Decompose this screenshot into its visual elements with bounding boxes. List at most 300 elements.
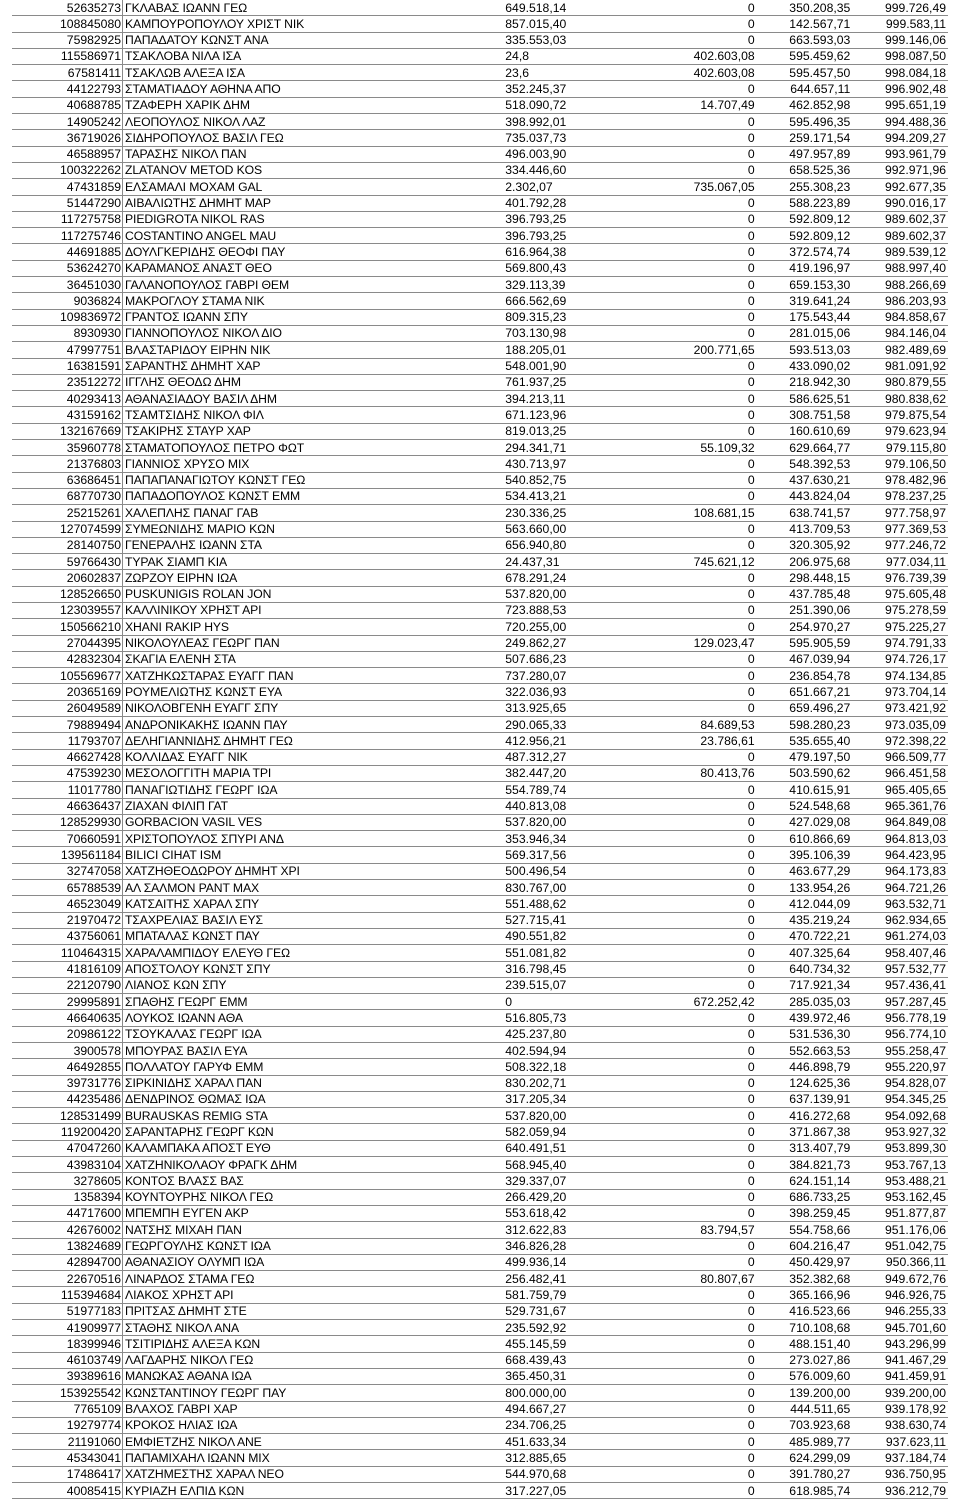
cell-total: 977.758,97 <box>852 505 948 521</box>
cell-name: ΜΠΕΜΠΗ ΕΥΓΕΝ ΑΚΡ <box>123 1205 504 1221</box>
cell-code: 110464315 <box>12 945 123 961</box>
cell-name: ΜΠΟΥΡΑΣ ΒΑΣΙΛ ΕΥΑ <box>123 1043 504 1059</box>
cell-value-2: 0 <box>661 863 757 879</box>
cell-value-3: 552.663,53 <box>757 1043 853 1059</box>
cell-value-1: 554.789,74 <box>503 782 661 798</box>
cell-value-2: 0 <box>661 961 757 977</box>
table-row <box>12 1091 948 1107</box>
cell-value-3: 640.734,32 <box>757 961 853 977</box>
cell-value-2: 0 <box>661 309 757 325</box>
cell-value-1: 317.205,34 <box>503 1091 661 1107</box>
cell-value-2: 80.807,67 <box>661 1271 757 1287</box>
table-row <box>12 1026 948 1042</box>
cell-total: 956.774,10 <box>852 1026 948 1042</box>
cell-value-2: 0 <box>661 146 757 162</box>
cell-code: 21970472 <box>12 912 123 928</box>
cell-value-1: 678.291,24 <box>503 570 661 586</box>
cell-total: 963.532,71 <box>852 896 948 912</box>
cell-value-2: 83.794,57 <box>661 1222 757 1238</box>
cell-value-1: 551.488,62 <box>503 896 661 912</box>
cell-total: 974.726,17 <box>852 651 948 667</box>
cell-total: 965.405,65 <box>852 782 948 798</box>
cell-value-1: 412.956,21 <box>503 733 661 749</box>
cell-code: 21376803 <box>12 456 123 472</box>
cell-value-3: 124.625,36 <box>757 1075 853 1091</box>
cell-value-1: 537.820,00 <box>503 1108 661 1124</box>
cell-value-1: 0 <box>503 994 661 1010</box>
cell-value-2: 0 <box>661 1450 757 1466</box>
cell-code: 65788539 <box>12 880 123 896</box>
cell-name: ΝΙΚΟΛΟΒΓΕΝΗ ΕΥΑΓΓ ΣΠΥ <box>123 700 504 716</box>
cell-value-3: 410.615,91 <box>757 782 853 798</box>
table-row <box>12 994 948 1010</box>
cell-value-3: 659.153,30 <box>757 277 853 293</box>
cell-total: 992.677,35 <box>852 179 948 195</box>
cell-name: ΧΑΤΖΗΜΕΣΤΗΣ ΧΑΡΑΛ ΝΕΟ <box>123 1466 504 1482</box>
cell-value-2: 0 <box>661 1108 757 1124</box>
cell-value-3: 604.216,47 <box>757 1238 853 1254</box>
cell-value-1: 394.213,11 <box>503 391 661 407</box>
cell-value-3: 281.015,06 <box>757 325 853 341</box>
cell-value-3: 437.630,21 <box>757 472 853 488</box>
cell-value-2: 0 <box>661 130 757 146</box>
cell-total: 957.532,77 <box>852 961 948 977</box>
cell-name: ΣΙΔΗΡΟΠΟΥΛΟΣ ΒΑΣΙΛ ΓΕΩ <box>123 130 504 146</box>
cell-name: ΑΛ ΣΑΛΜΟΝ ΡΑΝΤ ΜΑΧ <box>123 880 504 896</box>
cell-value-1: 500.496,54 <box>503 863 661 879</box>
cell-value-2: 0 <box>661 977 757 993</box>
cell-value-2: 0 <box>661 228 757 244</box>
cell-total: 978.237,25 <box>852 488 948 504</box>
cell-code: 43983104 <box>12 1157 123 1173</box>
cell-total: 974.134,85 <box>852 668 948 684</box>
cell-value-3: 531.536,30 <box>757 1026 853 1042</box>
cell-code: 132167669 <box>12 423 123 439</box>
cell-name: ΜΑΝΩΚΑΣ ΑΘΑΝΑ ΙΩΑ <box>123 1368 504 1384</box>
cell-total: 995.651,19 <box>852 97 948 113</box>
cell-value-3: 576.009,60 <box>757 1368 853 1384</box>
cell-value-2: 0 <box>661 880 757 896</box>
cell-value-2: 200.771,65 <box>661 342 757 358</box>
cell-value-3: 535.655,40 <box>757 733 853 749</box>
cell-code: 109836972 <box>12 309 123 325</box>
cell-code: 44717600 <box>12 1205 123 1221</box>
cell-value-3: 384.821,73 <box>757 1157 853 1173</box>
cell-value-2: 0 <box>661 114 757 130</box>
cell-code: 46103749 <box>12 1352 123 1368</box>
table-row <box>12 456 948 472</box>
cell-code: 117275746 <box>12 228 123 244</box>
table-row <box>12 733 948 749</box>
cell-total: 972.398,22 <box>852 733 948 749</box>
cell-value-1: 290.065,33 <box>503 717 661 733</box>
table-row <box>12 1222 948 1238</box>
cell-value-3: 133.954,26 <box>757 880 853 896</box>
cell-value-2: 0 <box>661 244 757 260</box>
cell-value-2: 0 <box>661 1368 757 1384</box>
table-row <box>12 863 948 879</box>
cell-value-3: 624.151,14 <box>757 1173 853 1189</box>
cell-total: 945.701,60 <box>852 1320 948 1336</box>
cell-code: 46636437 <box>12 798 123 814</box>
cell-code: 42894700 <box>12 1254 123 1270</box>
cell-total: 964.849,08 <box>852 814 948 830</box>
cell-value-3: 595.496,35 <box>757 114 853 130</box>
cell-value-3: 398.259,45 <box>757 1205 853 1221</box>
cell-name: ΜΑΚΡΟΓΛΟΥ ΣΤΑΜΑ ΝΙΚ <box>123 293 504 309</box>
cell-total: 986.203,93 <box>852 293 948 309</box>
cell-name: ΛΕΟΠΟΥΛΟΣ ΝΙΚΟΛ ΛΑΖ <box>123 114 504 130</box>
cell-value-3: 548.392,53 <box>757 456 853 472</box>
table-row <box>12 488 948 504</box>
cell-code: 44122793 <box>12 81 123 97</box>
cell-total: 966.509,77 <box>852 749 948 765</box>
cell-value-3: 372.574,74 <box>757 244 853 260</box>
table-row <box>12 912 948 928</box>
cell-total: 979.106,50 <box>852 456 948 472</box>
cell-code: 40293413 <box>12 391 123 407</box>
cell-value-1: 737.280,07 <box>503 668 661 684</box>
cell-code: 70660591 <box>12 831 123 847</box>
cell-value-2: 0 <box>661 814 757 830</box>
cell-value-1: 544.970,68 <box>503 1466 661 1482</box>
cell-value-3: 433.090,02 <box>757 358 853 374</box>
cell-code: 115394684 <box>12 1287 123 1303</box>
table-row <box>12 1352 948 1368</box>
cell-value-2: 0 <box>661 391 757 407</box>
table-row <box>12 1205 948 1221</box>
cell-total: 988.997,40 <box>852 260 948 276</box>
cell-name: ΣΑΡΑΝΤΑΡΗΣ ΓΕΩΡΓ ΚΩΝ <box>123 1124 504 1140</box>
cell-code: 53624270 <box>12 260 123 276</box>
table-row <box>12 1417 948 1433</box>
cell-value-2: 0 <box>661 260 757 276</box>
cell-name: ΓΕΝΕΡΑΛΗΣ ΙΩΑΝΝ ΣΤΑ <box>123 537 504 553</box>
cell-code: 79889494 <box>12 717 123 733</box>
cell-code: 18399946 <box>12 1336 123 1352</box>
cell-name: BILICI CIHAT ISM <box>123 847 504 863</box>
cell-value-3: 412.044,09 <box>757 896 853 912</box>
table-row <box>12 1140 948 1156</box>
cell-value-1: 312.885,65 <box>503 1450 661 1466</box>
cell-value-1: 24,8 <box>503 48 661 64</box>
cell-value-1: 569.800,43 <box>503 260 661 276</box>
cell-name: ΠΑΠΑΠΑΝΑΓΙΩΤΟΥ ΚΩΝΣΤ ΓΕΩ <box>123 472 504 488</box>
cell-code: 46640635 <box>12 1010 123 1026</box>
cell-value-3: 416.523,66 <box>757 1303 853 1319</box>
cell-value-1: 830.767,00 <box>503 880 661 896</box>
cell-value-2: 0 <box>661 798 757 814</box>
cell-value-3: 285.035,03 <box>757 994 853 1010</box>
cell-value-1: 723.888,53 <box>503 602 661 618</box>
cell-code: 108845080 <box>12 16 123 32</box>
table-row <box>12 309 948 325</box>
cell-name: BURAUSKAS REMIG STA <box>123 1108 504 1124</box>
spreadsheet <box>12 0 948 1499</box>
cell-total: 946.255,33 <box>852 1303 948 1319</box>
cell-value-2: 0 <box>661 896 757 912</box>
cell-value-3: 595.459,62 <box>757 48 853 64</box>
table-row <box>12 586 948 602</box>
cell-name: ΚΟΝΤΟΣ ΒΛΑΣΣ ΒΑΣ <box>123 1173 504 1189</box>
table-row <box>12 831 948 847</box>
table-row <box>12 293 948 309</box>
data-table <box>12 0 948 1499</box>
cell-value-2: 0 <box>661 1254 757 1270</box>
table-row <box>12 1466 948 1482</box>
cell-value-2: 0 <box>661 847 757 863</box>
cell-value-1: 537.820,00 <box>503 814 661 830</box>
cell-total: 977.034,11 <box>852 554 948 570</box>
cell-name: ΔΟΥΛΓΚΕΡΙΔΗΣ ΘΕΟΦΙ ΠΑΥ <box>123 244 504 260</box>
cell-value-1: 353.946,34 <box>503 831 661 847</box>
cell-name: ΣΙΡΚΙΝΙΔΗΣ ΧΑΡΑΛ ΠΑΝ <box>123 1075 504 1091</box>
cell-name: ΔΕΝΔΡΙΝΟΣ ΘΩΜΑΣ ΙΩΑ <box>123 1091 504 1107</box>
cell-value-3: 592.809,12 <box>757 211 853 227</box>
cell-code: 41909977 <box>12 1320 123 1336</box>
cell-total: 951.176,06 <box>852 1222 948 1238</box>
table-row <box>12 847 948 863</box>
cell-code: 128529930 <box>12 814 123 830</box>
cell-code: 11793707 <box>12 733 123 749</box>
table-row <box>12 1336 948 1352</box>
cell-value-2: 0 <box>661 407 757 423</box>
cell-value-2: 55.109,32 <box>661 440 757 456</box>
cell-value-1: 266.429,20 <box>503 1189 661 1205</box>
table-row <box>12 749 948 765</box>
cell-value-1: 703.130,98 <box>503 325 661 341</box>
cell-value-2: 0 <box>661 1140 757 1156</box>
cell-value-3: 488.151,40 <box>757 1336 853 1352</box>
cell-value-3: 320.305,92 <box>757 537 853 553</box>
cell-total: 978.482,96 <box>852 472 948 488</box>
cell-value-1: 496.003,90 <box>503 146 661 162</box>
table-row <box>12 765 948 781</box>
cell-value-1: 830.202,71 <box>503 1075 661 1091</box>
cell-total: 953.927,32 <box>852 1124 948 1140</box>
cell-name: ΑΙΒΑΛΙΩΤΗΣ ΔΗΜΗΤ ΜΑΡ <box>123 195 504 211</box>
cell-value-3: 395.106,39 <box>757 847 853 863</box>
cell-value-2: 0 <box>661 1303 757 1319</box>
cell-value-3: 638.741,57 <box>757 505 853 521</box>
cell-code: 117275758 <box>12 211 123 227</box>
cell-value-1: 401.792,28 <box>503 195 661 211</box>
cell-value-3: 644.657,11 <box>757 81 853 97</box>
cell-code: 115586971 <box>12 48 123 64</box>
table-row <box>12 1189 948 1205</box>
cell-name: ΖΩΡΖΟΥ ΕΙΡΗΝ ΙΩΑ <box>123 570 504 586</box>
cell-code: 7765109 <box>12 1401 123 1417</box>
cell-value-3: 610.866,69 <box>757 831 853 847</box>
cell-code: 52635273 <box>12 0 123 16</box>
cell-value-1: 365.450,31 <box>503 1368 661 1384</box>
cell-value-2: 0 <box>661 277 757 293</box>
cell-total: 999.146,06 <box>852 32 948 48</box>
cell-name: ΠΑΠΑΔΟΠΟΥΛΟΣ ΚΩΝΣΤ ΕΜΜ <box>123 488 504 504</box>
table-row <box>12 1075 948 1091</box>
cell-value-1: 761.937,25 <box>503 374 661 390</box>
cell-value-3: 413.709,53 <box>757 521 853 537</box>
cell-value-3: 218.942,30 <box>757 374 853 390</box>
cell-value-2: 0 <box>661 1483 757 1499</box>
cell-value-1: 230.336,25 <box>503 505 661 521</box>
cell-total: 979.623,94 <box>852 423 948 439</box>
cell-value-3: 259.171,54 <box>757 130 853 146</box>
cell-value-3: 710.108,68 <box>757 1320 853 1336</box>
cell-total: 982.489,69 <box>852 342 948 358</box>
cell-name: ΓΙΑΝΝΙΟΣ ΧΡΥΣΟ ΜΙΧ <box>123 456 504 472</box>
cell-value-3: 462.852,98 <box>757 97 853 113</box>
cell-value-1: 800.000,00 <box>503 1385 661 1401</box>
cell-value-3: 629.664,77 <box>757 440 853 456</box>
cell-value-2: 0 <box>661 1320 757 1336</box>
cell-total: 941.459,91 <box>852 1368 948 1384</box>
cell-value-3: 463.677,29 <box>757 863 853 879</box>
table-row <box>12 1173 948 1189</box>
cell-value-1: 249.862,27 <box>503 635 661 651</box>
table-row <box>12 880 948 896</box>
cell-code: 45343041 <box>12 1450 123 1466</box>
cell-total: 951.877,87 <box>852 1205 948 1221</box>
cell-total: 943.296,99 <box>852 1336 948 1352</box>
cell-value-1: 329.113,39 <box>503 277 661 293</box>
cell-code: 20602837 <box>12 570 123 586</box>
cell-total: 936.212,79 <box>852 1483 948 1499</box>
cell-value-3: 319.641,24 <box>757 293 853 309</box>
table-row <box>12 619 948 635</box>
table-row <box>12 1320 948 1336</box>
table-row <box>12 146 948 162</box>
cell-value-2: 0 <box>661 162 757 178</box>
cell-value-1: 499.936,14 <box>503 1254 661 1270</box>
cell-name: ΑΠΟΣΤΟΛΟΥ ΚΩΝΣΤ ΣΠΥ <box>123 961 504 977</box>
cell-value-3: 663.593,03 <box>757 32 853 48</box>
cell-total: 977.369,53 <box>852 521 948 537</box>
cell-code: 47997751 <box>12 342 123 358</box>
cell-value-1: 735.037,73 <box>503 130 661 146</box>
cell-code: 27044395 <box>12 635 123 651</box>
cell-value-2: 0 <box>661 651 757 667</box>
cell-value-3: 686.733,25 <box>757 1189 853 1205</box>
cell-value-1: 398.992,01 <box>503 114 661 130</box>
cell-value-3: 313.407,79 <box>757 1140 853 1156</box>
cell-code: 42676002 <box>12 1222 123 1238</box>
cell-value-3: 365.166,96 <box>757 1287 853 1303</box>
cell-total: 958.407,46 <box>852 945 948 961</box>
table-row <box>12 1434 948 1450</box>
cell-code: 59766430 <box>12 554 123 570</box>
cell-value-1: 256.482,41 <box>503 1271 661 1287</box>
cell-value-1: 430.713,97 <box>503 456 661 472</box>
cell-value-2: 0 <box>661 1205 757 1221</box>
cell-name: ΚΑΛΛΙΝΙΚΟΥ ΧΡΗΣΤ ΑΡΙ <box>123 602 504 618</box>
cell-value-2: 0 <box>661 293 757 309</box>
cell-value-3: 659.496,27 <box>757 700 853 716</box>
cell-value-2: 0 <box>661 1434 757 1450</box>
table-row <box>12 1108 948 1124</box>
cell-code: 153925542 <box>12 1385 123 1401</box>
cell-code: 42832304 <box>12 651 123 667</box>
table-row <box>12 1385 948 1401</box>
cell-total: 938.630,74 <box>852 1417 948 1433</box>
cell-value-3: 717.921,34 <box>757 977 853 993</box>
table-row <box>12 325 948 341</box>
cell-value-1: 425.237,80 <box>503 1026 661 1042</box>
cell-name: ΤΣΙΤΙΡΙΔΗΣ ΑΛΕΞΑ ΚΩΝ <box>123 1336 504 1352</box>
cell-value-3: 437.785,48 <box>757 586 853 602</box>
cell-code: 41816109 <box>12 961 123 977</box>
cell-value-3: 308.751,58 <box>757 407 853 423</box>
cell-value-2: 84.689,53 <box>661 717 757 733</box>
cell-total: 953.899,30 <box>852 1140 948 1156</box>
cell-value-1: 382.447,20 <box>503 765 661 781</box>
cell-value-2: 0 <box>661 32 757 48</box>
cell-name: ΧΡΙΣΤΟΠΟΥΛΟΣ ΣΠΥΡΙ ΑΝΔ <box>123 831 504 847</box>
table-row <box>12 211 948 227</box>
cell-value-2: 14.707,49 <box>661 97 757 113</box>
cell-code: 8930930 <box>12 325 123 341</box>
cell-value-1: 487.312,27 <box>503 749 661 765</box>
cell-total: 966.451,58 <box>852 765 948 781</box>
table-row <box>12 1238 948 1254</box>
cell-value-3: 142.567,71 <box>757 16 853 32</box>
cell-code: 36719026 <box>12 130 123 146</box>
cell-value-3: 485.989,77 <box>757 1434 853 1450</box>
cell-value-2: 0 <box>661 1026 757 1042</box>
table-row <box>12 668 948 684</box>
cell-code: 105569677 <box>12 668 123 684</box>
table-row <box>12 1271 948 1287</box>
cell-total: 951.042,75 <box>852 1238 948 1254</box>
cell-total: 999.726,49 <box>852 0 948 16</box>
cell-value-1: 239.515,07 <box>503 977 661 993</box>
cell-value-2: 0 <box>661 1287 757 1303</box>
cell-code: 44691885 <box>12 244 123 260</box>
cell-value-1: 568.945,40 <box>503 1157 661 1173</box>
cell-total: 980.879,55 <box>852 374 948 390</box>
cell-value-2: 0 <box>661 928 757 944</box>
cell-value-1: 329.337,07 <box>503 1173 661 1189</box>
cell-value-2: 129.023,47 <box>661 635 757 651</box>
table-row <box>12 1043 948 1059</box>
cell-total: 941.467,29 <box>852 1352 948 1368</box>
cell-value-2: 0 <box>661 1189 757 1205</box>
cell-code: 43159162 <box>12 407 123 423</box>
cell-value-2: 0 <box>661 81 757 97</box>
cell-code: 11017780 <box>12 782 123 798</box>
cell-value-2: 108.681,15 <box>661 505 757 521</box>
cell-total: 961.274,03 <box>852 928 948 944</box>
cell-total: 950.366,11 <box>852 1254 948 1270</box>
cell-value-3: 598.280,23 <box>757 717 853 733</box>
cell-value-1: 313.925,65 <box>503 700 661 716</box>
cell-value-1: 540.852,75 <box>503 472 661 488</box>
cell-value-1: 508.322,18 <box>503 1059 661 1075</box>
cell-value-1: 529.731,67 <box>503 1303 661 1319</box>
table-row <box>12 195 948 211</box>
cell-value-1: 312.622,83 <box>503 1222 661 1238</box>
cell-code: 14905242 <box>12 114 123 130</box>
cell-value-3: 416.272,68 <box>757 1108 853 1124</box>
cell-name: ΠΑΝΑΓΙΩΤΙΔΗΣ ΓΕΩΡΓ ΙΩΑ <box>123 782 504 798</box>
cell-total: 973.704,14 <box>852 684 948 700</box>
cell-value-2: 745.621,12 <box>661 554 757 570</box>
cell-name: ΧΑΤΖΗΚΩΣΤΑΡΑΣ ΕΥΑΓΓ ΠΑΝ <box>123 668 504 684</box>
table-row <box>12 1059 948 1075</box>
cell-value-2: 0 <box>661 1075 757 1091</box>
cell-name: ΝΑΤΣΗΣ ΜΙΧΑΗ ΠΑΝ <box>123 1222 504 1238</box>
cell-value-2: 0 <box>661 374 757 390</box>
